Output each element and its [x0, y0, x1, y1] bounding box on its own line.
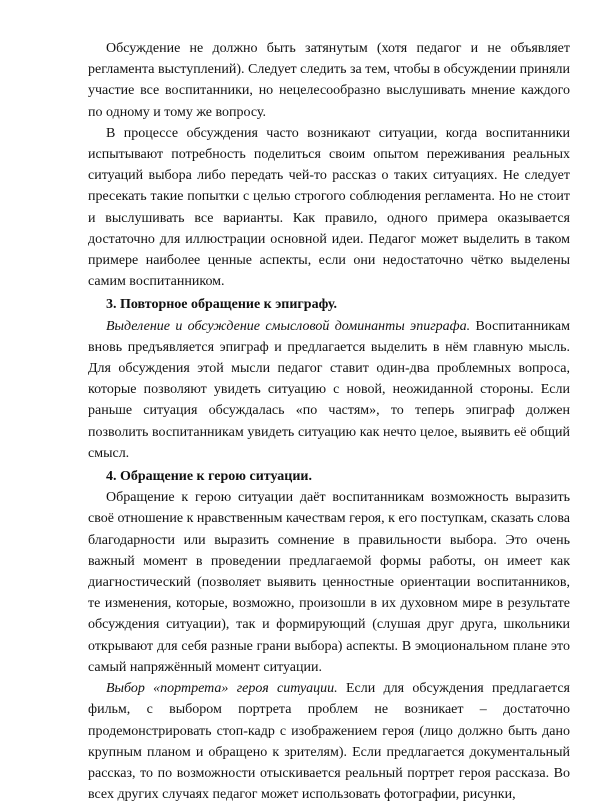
document-page	[88, 38, 570, 805]
paragraph-hero-portrait	[88, 678, 570, 805]
paragraph-discussion-length: Обсуждение не должно быть затянутым (хотя педагог и не объявляет регламента выступлений). Следует следить за тем, чтобы в обсуждении приняли участие все воспитанники, но нецелесообразно выслушивать мнение каждого по одному и тому же вопросу.	[88, 41, 570, 120]
paragraph-hero-appeal: Обращение к герою ситуации даёт воспитанникам возможность выразить своё отношение к нравственным качествам героя, к его поступкам, сказать слова благодарности или выразить сомнение в правильности выбора. Это очень важный момент в проведении предлагаемой формы работы, он имеет как диагностический (позволяет выявить ценностные ориентации воспитанников, те изменения, которые, возможно, произошли в их духовном мире в результате обсуждения ситуации), так и формирующий (слушая друг друга, школьники открывают для себя разные грани выбора) аспекты. В эмоциональном плане это самый напряжённый момент ситуации.	[88, 490, 570, 675]
section-heading-epigraph: 3. Повторное обращение к эпиграфу.	[106, 297, 338, 313]
section-heading-hero: 4. Обращение к герою ситуации.	[106, 469, 312, 485]
paragraph-lead-italic: Выбор «портрета» героя ситуации.	[106, 681, 338, 697]
paragraph-body: Если для обсуждения предлагается фильм, с выбором портрета проблем не возникает – достаточно продемонстрировать стоп-кадр с изображением героя (лицо должно быть дано крупным планом и обращено к зрителям). Если предлагается документальный рассказ, то по возможности отыскивается реальный портрет героя рассказа. Во всех других случаях педагог может использовать фотографии, рисунки,	[88, 681, 570, 803]
paragraph-discussion-process: В процессе обсуждения часто возникают ситуации, когда воспитанники испытывают потребность поделиться своим опытом переживания реальных ситуаций выбора либо передать чей-то рассказ о таких ситуациях. Не следует пресекать такие попытки с целью строгого соблюдения регламента. Но не стоит и выслушивать все варианты. Как правило, одного примера оказывается достаточно для иллюстрации основной идеи. Педагог может выделить в таком примере наиболее ценные аспекты, если они недостаточно чётко выделены самим воспитанником.	[88, 125, 570, 290]
paragraph-body: Воспитанникам вновь предъявляется эпиграф и предлагается выделить в нём главную мысль. Для обсуждения этой мысли педагог ставит один-два проблемных вопроса, которые позволяют увидеть ситуацию с новой, неожиданной стороны. Если раньше ситуация обсуждалась «по частям», то теперь эпиграф должен позволить воспитанникам увидеть ситуацию как нечто целое, выявить её общий смысл.	[88, 318, 570, 461]
paragraph-epigraph-dominant	[88, 316, 570, 464]
paragraph-lead-italic: Выделение и обсуждение смысловой доминанты эпиграфа.	[106, 318, 471, 334]
